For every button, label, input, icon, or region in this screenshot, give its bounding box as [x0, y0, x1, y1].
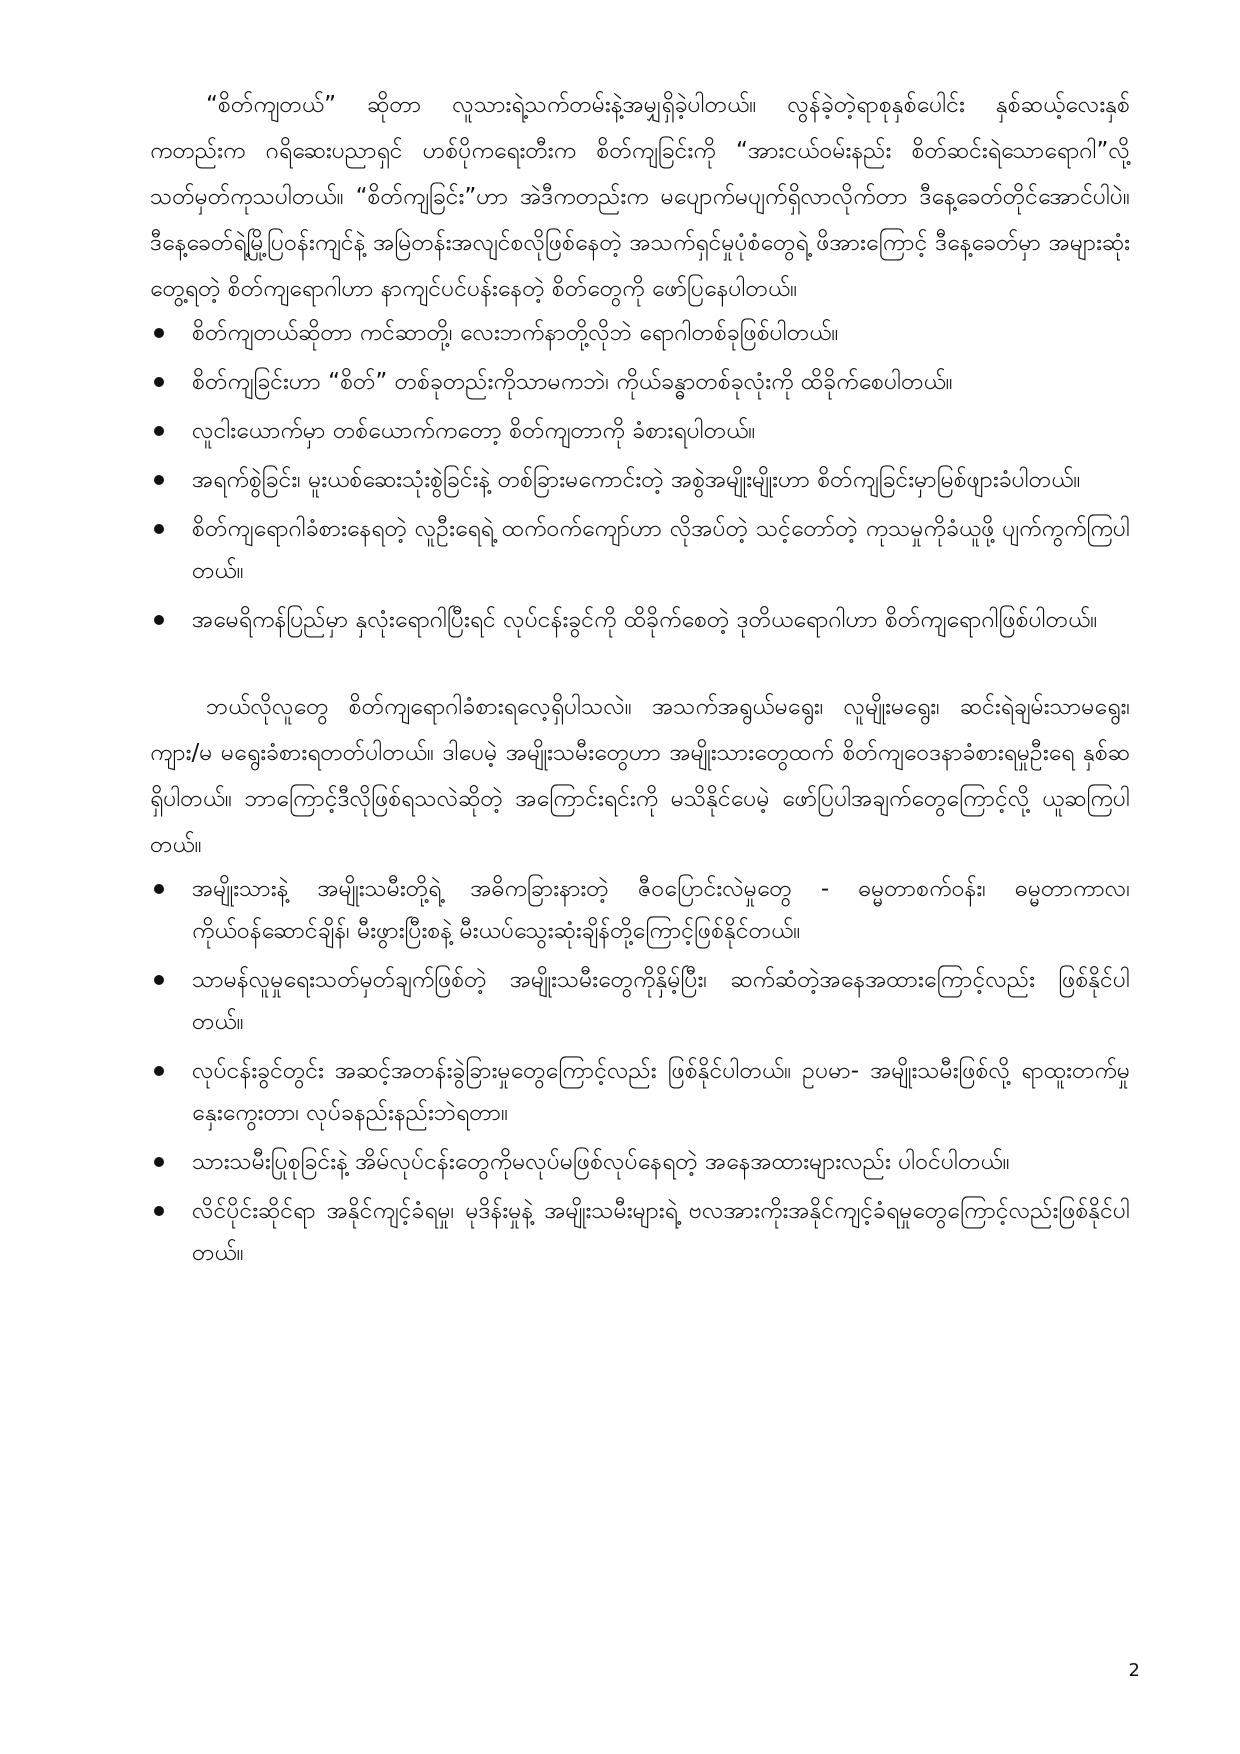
list-item: စိတ်ကျခြင်းဟာ “စိတ်” တစ်ခုတည်းကိုသာမကဘဲ၊ ကိုယ်ခန္ဓာတစ်ခုလုံးကို ထိခိုက်စေပါတယ်။: [150, 361, 1130, 403]
bullet-icon: [154, 884, 164, 894]
page-content: [150, 82, 1130, 1281]
bullet-icon: [154, 615, 164, 625]
list-item: အရက်စွဲခြင်း၊ မူးယစ်ဆေးသုံးစွဲခြင်းနဲ့ တစ်ခြားမကောင်းတဲ့ အစွဲအမျိုးမျိုးဟာ စိတ်ကျခြင်းမှာမြစ်ဖျားခံပါတယ်။: [150, 459, 1130, 501]
causes-bullet-list: [150, 868, 1130, 1274]
bullet-icon: [154, 475, 164, 485]
page-number: 2: [1128, 1660, 1140, 1681]
list-item: လိင်ပိုင်းဆိုင်ရာ အနိုင်ကျင့်ခံရမှု၊ မုဒိန်းမှုနဲ့ အမျိုးသမီးများရဲ့ ဗလအားကိုးအနိုင်ကျင့်ခံရမှုတွေကြောင့်လည်းဖြစ်နိုင်ပါတယ်။: [150, 1190, 1130, 1274]
bullet-icon: [154, 426, 164, 436]
list-item: စိတ်ကျတယ်ဆိုတာ ကင်ဆာတို့၊ လေးဘက်နာတို့လိုဘဲ ရောဂါတစ်ခုဖြစ်ပါတယ်။: [150, 312, 1130, 354]
bullet-icon: [154, 377, 164, 387]
list-item: အမျိုးသားနဲ့ အမျိုးသမီးတို့ရဲ့ အဓိကခြားနားတဲ့ ဇီဝပြောင်းလဲမှုတွေ - ဓမ္မတာစက်ဝန်း၊ ဓမ္မတာကာလ၊ ကိုယ်ဝန်ဆောင်ချိန်၊ မီးဖွားပြီးစနဲ့ မီးယပ်သွေးဆုံးချိန်တို့ကြောင့်ဖြစ်နိုင်တယ်။: [150, 868, 1130, 952]
list-item: သာမန်လူမှုရေးသတ်မှတ်ချက်ဖြစ်တဲ့ အမျိုးသမီးတွေကိုနှိမ့်ပြီး၊ ဆက်ဆံတဲ့အနေအထားကြောင့်လည်း ဖြစ်နိုင်ပါတယ်။: [150, 959, 1130, 1043]
bullet-icon: [154, 1066, 164, 1076]
bullet-icon: [154, 328, 164, 338]
list-item: အမေရိကန်ပြည်မှာ နှလုံးရောဂါပြီးရင် လုပ်ငန်းခွင်ကို ထိခိုက်စေတဲ့ ဒုတိယရောဂါဟာ စိတ်ကျရောဂါဖြစ်ပါတယ်။: [150, 599, 1130, 641]
list-item: စိတ်ကျရောဂါခံစားနေရတဲ့ လူဦးရေရဲ့ ထက်ဝက်ကျော်ဟာ လိုအပ်တဲ့ သင့်တော်တဲ့ ကုသမှုကိုခံယူဖို့ ပျက်ကွက်ကြပါတယ်။: [150, 508, 1130, 592]
list-item: လူငါးယောက်မှာ တစ်ယောက်ကတော့ စိတ်ကျတာကို ခံစားရပါတယ်။: [150, 410, 1130, 452]
facts-bullet-list: [150, 312, 1130, 641]
bullet-icon: [154, 524, 164, 534]
bullet-icon: [154, 1157, 164, 1167]
section-gap: [150, 648, 1130, 684]
list-item: သားသမီးပြုစုခြင်းနဲ့ အိမ်လုပ်ငန်းတွေကိုမလုပ်မဖြစ်လုပ်နေရတဲ့ အနေအထားများလည်း ပါဝင်ပါတယ်။: [150, 1141, 1130, 1183]
causes-paragraph: ဘယ်လိုလူတွေ စိတ်ကျရောဂါခံစားရလေ့ရှိပါသလဲ။ အသက်အရွယ်မရွေး၊ လူမျိုးမရွေး၊ ဆင်းရဲချမ်းသာမရွေး၊ ကျား/မ မရွေးခံစားရတတ်ပါတယ်။ ဒါပေမဲ့ အမျိုးသမီးတွေဟာ အမျိုးသားတွေထက် စိတ်ကျဝေဒနာခံစားရမှုဦးရေ နှစ်ဆရှိပါတယ်။ ဘာကြောင့်ဒီလိုဖြစ်ရသလဲဆိုတဲ့ အကြောင်းရင်းကို မသိနိုင်ပေမဲ့ ဖော်ပြပါအချက်တွေကြောင့်လို့ ယူဆကြပါတယ်။: [150, 694, 1130, 858]
bullet-icon: [154, 1206, 164, 1216]
list-item: လုပ်ငန်းခွင်တွင်း အဆင့်အတန်းခွဲခြားမှုတွေကြောင့်လည်း ဖြစ်နိုင်ပါတယ်။ ဥပမာ- အမျိုးသမီးဖြစ်လို့ ရာထူးတက်မှုနှေးကွေးတာ၊ လုပ်ခနည်းနည်းဘဲရတာ။: [150, 1050, 1130, 1134]
bullet-icon: [154, 975, 164, 985]
intro-paragraph: “စိတ်ကျတယ်” ဆိုတာ လူသားရဲ့သက်တမ်းနဲ့အမျှရှိခဲ့ပါတယ်။ လွန်ခဲ့တဲ့ရာစုနှစ်ပေါင်း နှစ်ဆယ့်လေးနှစ်ကတည်းက ဂရိဆေးပညာရှင် ဟစ်ပိုကရေးတီးက စိတ်ကျခြင်းကို “အားငယ်ဝမ်းနည်း စိတ်ဆင်းရဲသောရောဂါ”လို့ သတ်မှတ်ကုသပါတယ်။ “စိတ်ကျခြင်း”ဟာ အဲဒီကတည်းက မပျောက်မပျက်ရှိလာလိုက်တာ ဒီနေ့ခေတ်တိုင်အောင်ပါပဲ။ ဒီနေ့ခေတ်ရဲ့မြို့ပြဝန်းကျင်နဲ့ အမြဲတန်းအလျင်စလိုဖြစ်နေတဲ့ အသက်ရှင်မှုပုံစံတွေရဲ့ ဖိအားကြောင့် ဒီနေ့ခေတ်မှာ အများဆုံးတွေ့ရတဲ့ စိတ်ကျရောဂါဟာ နာကျင်ပင်ပန်းနေတဲ့ စိတ်တွေကို ဖော်ပြနေပါတယ်။: [150, 92, 1130, 302]
